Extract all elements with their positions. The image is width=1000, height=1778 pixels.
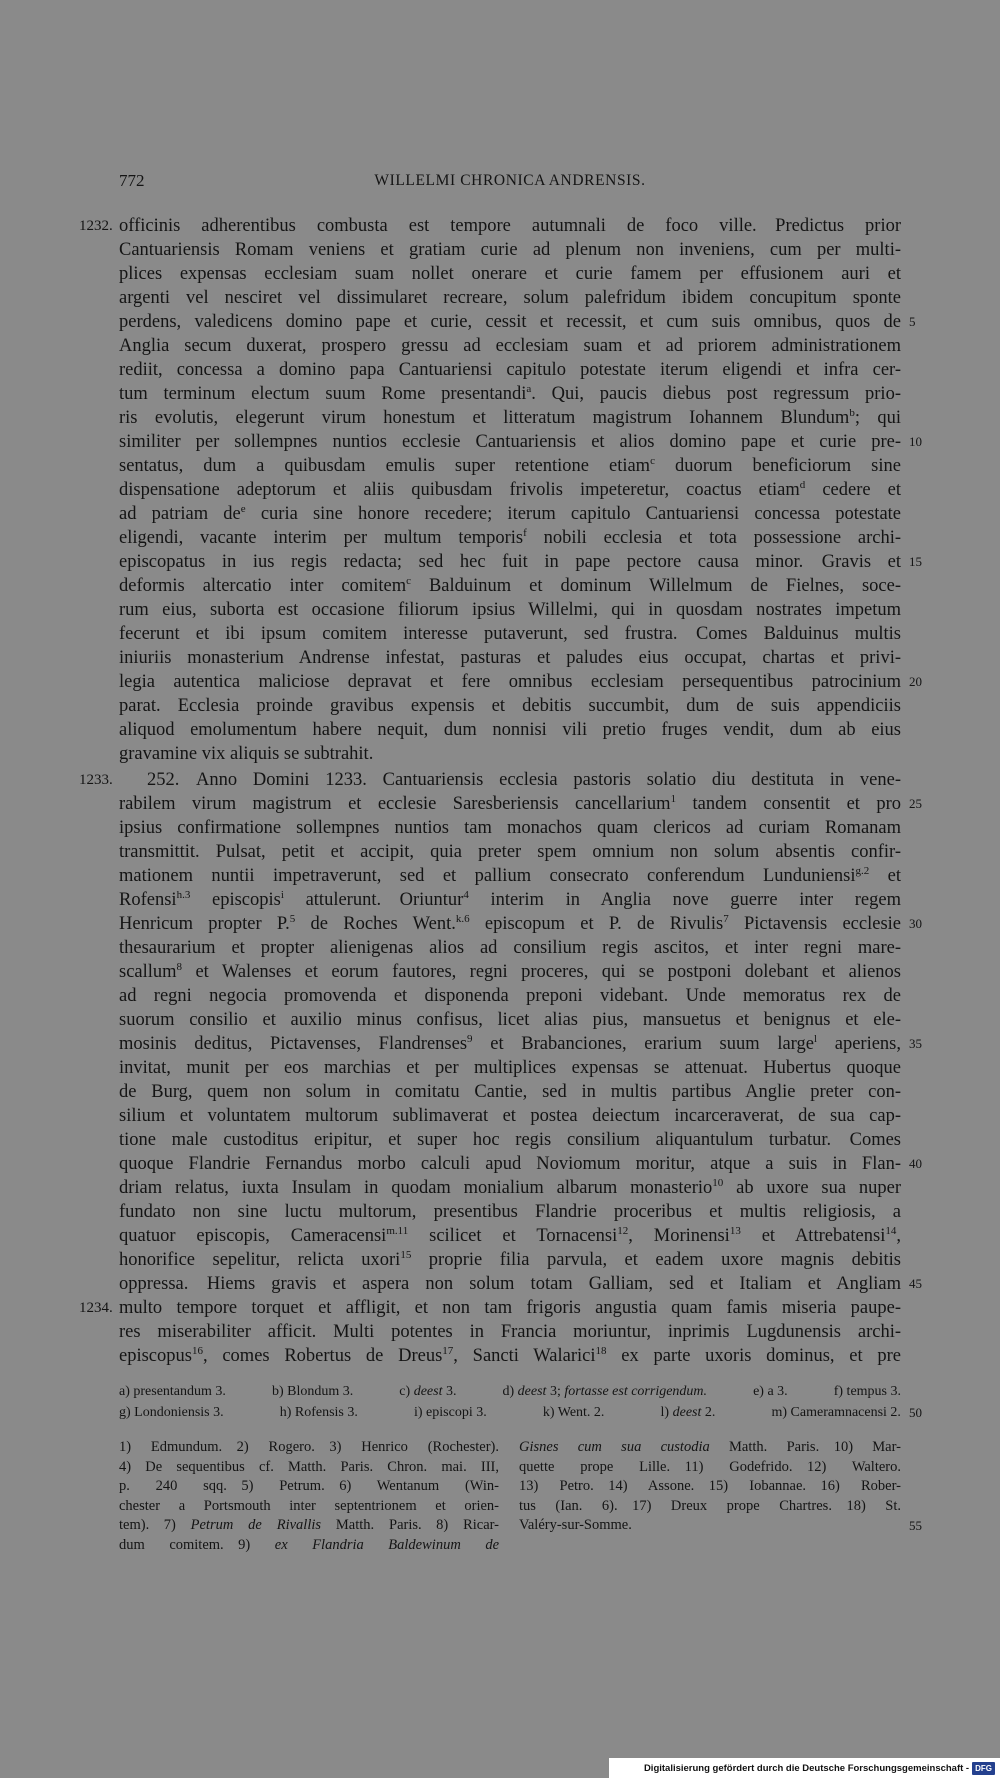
footnote	[771, 1402, 900, 1423]
text-line	[119, 478, 901, 502]
text-line	[119, 1248, 901, 1272]
text-run: tus (Ian. 6). 17) Dreux prope Chartres. 18) St.	[519, 1497, 901, 1514]
text-line	[119, 1272, 922, 1296]
italic-text: Gisnes cum sua custodia	[519, 1439, 710, 1455]
text-run: aliquod emolumentum habere nequit, dum nonnisi vili pretio fruges vendit, dum ab eius	[119, 720, 901, 740]
footnote-marker: k.6	[455, 913, 470, 926]
section-number: 252.	[147, 770, 180, 790]
text-run: l)	[660, 1405, 673, 1420]
text-line	[119, 1224, 901, 1248]
text-run: res miserabiliter afficit. Multi potentes in Francia moriuntur, inprimis Lugdunensis archi-	[119, 1322, 901, 1342]
line-number: 50	[909, 1405, 922, 1420]
text-line	[119, 310, 916, 334]
text-run: episcopus	[119, 1346, 192, 1366]
text-run: mosinis deditus, Pictavenses, Flandrenses	[119, 1034, 468, 1054]
note-line	[519, 1438, 901, 1458]
text-run: Valéry-sur-Somme.	[519, 1517, 632, 1534]
text-line	[119, 1176, 901, 1200]
footnote	[543, 1402, 605, 1423]
text-run: ab uxore sua nuper	[723, 1178, 901, 1198]
text-run: ad regni negocia promovenda et disponenda preponi videbant. Unde memoratus rex de	[119, 986, 901, 1006]
line-number: 15	[909, 554, 922, 569]
text-run: k) Went. 2.	[542, 1405, 605, 1420]
text-run: invitat, munit per eos marchias et per multiplices expensas se attenuat. Hubertus quoque	[119, 1058, 901, 1078]
running-title: WILLELMI CHRONICA ANDRENSIS.	[374, 172, 646, 189]
footnote-marker: 8	[176, 961, 183, 974]
text-line	[119, 574, 901, 598]
text-run: proprie filia parvula, et eadem uxore magnis debitis	[411, 1250, 901, 1270]
text-run: dispensatione adeptorum et aliis quibusdam frivolis impeteretur, coactus etiam	[119, 480, 800, 500]
notes-right-column	[519, 1438, 922, 1536]
text-run: quoque Flandrie Fernandus morbo calculi apud Noviomum moritur, atque a suis in Flan-	[119, 1154, 901, 1174]
footnote-marker: e	[240, 503, 246, 516]
text-run: similiter per sollempnes nuntios ecclesie Cantuariensis et alios domino pape et curie pre-	[119, 432, 901, 452]
italic-text: deest	[517, 1384, 547, 1399]
footnote-row	[119, 1381, 901, 1402]
text-line	[119, 334, 901, 358]
text-run: g) Londoniensis 3.	[119, 1405, 224, 1420]
line-number: 10	[909, 434, 922, 449]
footnote	[280, 1402, 358, 1423]
text-line	[119, 912, 922, 936]
text-run: b) Blondum 3.	[271, 1384, 354, 1399]
text-run: Rofensi	[119, 890, 177, 910]
footnote-marker: 12	[617, 1225, 629, 1238]
text-run: et Walenses et eorum fautores, regni proceres, qui se postponi dolebant et alienos	[182, 962, 901, 982]
text-run: duorum beneficiorum sine	[654, 456, 901, 476]
text-line	[119, 718, 901, 742]
text-run: silium et voluntatem multorum sublimaverat et postea deiectum incarceraverat, de sua cap-	[119, 1106, 901, 1126]
footnote-marker: m.11	[386, 1225, 409, 1238]
text-run: 13) Petro. 14) Assone. 15) Iobannae. 16) Rober-	[519, 1478, 901, 1495]
textual-apparatus	[119, 1381, 922, 1423]
note-line	[119, 1516, 499, 1536]
text-run: Cantuariensis Romam veniens et gratiam curie ad plenum non inveniens, cum per multi-	[119, 240, 901, 260]
text-run: episcopis	[190, 890, 281, 910]
italic-text: deest	[413, 1384, 443, 1399]
line-number: 30	[909, 916, 922, 931]
footnote-marker: 18	[595, 1345, 607, 1358]
text-run: gravamine vix aliquis se subtrahit.	[119, 744, 374, 764]
text-line	[119, 1104, 901, 1128]
footnote-marker: 13	[729, 1225, 741, 1238]
text-run: 3.	[442, 1384, 457, 1399]
footnote-marker: c	[650, 455, 655, 468]
text-run: p. 240 sqq. 5) Petrum. 6) Wentanum (Win-	[119, 1478, 499, 1495]
note-line	[119, 1438, 499, 1458]
text-run: thesaurarium et propter alienigenas alios ad consilium regis ascitos, et inter regni mare-	[119, 938, 901, 958]
text-line	[119, 358, 901, 382]
text-line	[119, 454, 901, 478]
text-run: deformis altercatio inter comitem	[119, 576, 407, 596]
main-text	[79, 214, 922, 1368]
footnote-marker: b	[849, 407, 855, 420]
text-run: de Burg, quem non solum in comitatu Cantie, sed in multis partibus Anglie preter con-	[119, 1082, 901, 1102]
text-run: de Roches Went.	[295, 914, 456, 934]
footnote-marker: 17	[442, 1345, 454, 1358]
footnote-marker: 7	[723, 913, 729, 926]
text-line	[119, 526, 901, 550]
text-run: Henricum propter P.	[119, 914, 290, 934]
footnote	[503, 1381, 708, 1402]
text-run: f) tempus 3.	[833, 1384, 901, 1399]
text-line	[119, 984, 901, 1008]
text-run: eligendi, vacante interim per multum temporis	[119, 528, 524, 548]
text-run: scilicet et Tornacensi	[408, 1226, 618, 1246]
footnote	[834, 1381, 901, 1402]
text-run: multo tempore torquet et affligit, et non tam frigoris angustia quam famis miseria paupe-	[119, 1298, 901, 1318]
line-number: 40	[909, 1156, 922, 1171]
page-number: 772	[119, 171, 145, 190]
italic-text: deest	[672, 1405, 702, 1420]
text-run: legia autentica maliciose depravat et fere omnibus ecclesiam persequentibus patrocinium	[119, 672, 901, 692]
footnote-marker: 15	[400, 1249, 412, 1262]
text-run: ex parte uxoris dominus, et pre	[606, 1346, 901, 1366]
dfg-logo: DFG	[972, 1762, 995, 1775]
footnote	[661, 1402, 716, 1423]
text-line	[119, 1320, 901, 1344]
text-run: 2.	[701, 1405, 716, 1420]
text-line	[119, 430, 922, 454]
footnote-marker: 9	[467, 1033, 473, 1046]
line-number: 20	[909, 674, 922, 689]
text-run: ris evolutis, elegerunt virum honestum et litteratum magistrum Iohannem Blundum	[119, 408, 850, 428]
text-run: ad patriam de	[119, 504, 241, 524]
footnote	[119, 1381, 226, 1402]
footnote-marker: a	[526, 383, 532, 396]
text-run: chester a Portsmouth inter septentrionem et orien-	[119, 1497, 499, 1514]
text-line	[119, 382, 901, 406]
text-line	[119, 694, 901, 718]
footnote	[399, 1381, 456, 1402]
text-run: ; qui	[854, 408, 901, 428]
note-line	[119, 1477, 499, 1497]
footnote-marker: 14	[885, 1225, 897, 1238]
text-run: h) Rofensis 3.	[279, 1405, 358, 1420]
note-line	[119, 1497, 499, 1517]
text-run: tione male custoditus eripitur, et super hoc regis consilium aliquantulum turbatur. Comes	[119, 1130, 901, 1150]
note-line	[119, 1458, 499, 1478]
line-number: 35	[909, 1036, 922, 1051]
text-run: e) a 3.	[753, 1384, 788, 1399]
text-line	[119, 1032, 922, 1056]
text-run: mationem nuntii impetraverunt, sed et pallium consecrato conferendum Lunduniensi	[119, 866, 856, 886]
text-line	[119, 936, 901, 960]
text-line	[119, 960, 901, 984]
text-line	[119, 262, 901, 286]
text-line	[119, 502, 901, 526]
text-line	[119, 286, 901, 310]
footnote-marker: 16	[191, 1345, 203, 1358]
text-line	[119, 1152, 922, 1176]
text-run: argenti vel nesciret vel dissimularet recreare, solum palefridum ibidem concupitum sponte	[119, 288, 901, 308]
note-line	[519, 1516, 922, 1536]
text-line	[119, 406, 901, 430]
text-line	[119, 1200, 901, 1224]
text-line	[119, 792, 922, 816]
footnote-marker: 4	[463, 889, 469, 902]
line-number: 55	[909, 1518, 922, 1534]
line-number: 5	[909, 314, 916, 329]
footnote	[753, 1381, 788, 1402]
text-run: episcopum et P. de Rivulis	[469, 914, 724, 934]
text-run: ,	[896, 1226, 901, 1246]
text-line	[79, 214, 901, 238]
text-run: nobili ecclesia et tota possessione archi-	[526, 528, 901, 548]
text-line	[119, 598, 901, 622]
text-run: tandem consentit et pro	[676, 794, 901, 814]
text-run: , comes Robertus de Dreus	[202, 1346, 443, 1366]
text-run: Matth. Paris. 10) Mar-	[709, 1439, 901, 1455]
text-run: attulerunt. Oriuntur	[283, 890, 464, 910]
text-run: driam relatus, iuxta Insulam in quodam monialium albarum monasterio	[119, 1178, 713, 1198]
text-line	[119, 1056, 901, 1080]
text-line	[119, 238, 901, 262]
text-run: episcopatus in ius regis redacta; sed hec fuit in pape pectore causa minor. Gravis et	[119, 552, 901, 572]
text-run: quette prope Lille. 11) Godefrido. 12) Waltero.	[519, 1458, 901, 1475]
text-run: m) Cameramnacensi 2.	[771, 1405, 901, 1420]
text-run: Anno Domini 1233. Cantuariensis ecclesia pastoris solatio diu destituta in vene-	[196, 770, 901, 790]
text-line	[119, 840, 901, 864]
text-run: fecerunt et ibi ipsum comitem interesse putaverunt, sed frustra. Comes Balduinus multis	[119, 624, 901, 644]
explanatory-notes	[119, 1438, 922, 1568]
footnote-marker: 5	[289, 913, 296, 926]
text-run: quatuor episcopis, Cameracensi	[119, 1226, 387, 1246]
note-line	[519, 1477, 901, 1497]
note-line	[119, 1536, 499, 1556]
text-run: , Sancti Walarici	[453, 1346, 596, 1366]
text-line	[119, 1344, 901, 1368]
text-run: aperiens,	[817, 1034, 901, 1054]
footnote-marker: 10	[712, 1177, 724, 1190]
text-run: Matth. Paris. 8) Ricar-	[321, 1517, 500, 1534]
text-run: rum eius, suborta est occasione filiorum ipsius Willelmi, qui in quosdam nostrates impetum	[119, 600, 901, 620]
text-run: et	[869, 866, 901, 886]
funding-footer	[609, 1758, 1000, 1778]
text-run: plices expensas ecclesiam suam nollet onerare et curie famem per effusionem auri et	[119, 264, 901, 284]
text-run: parat. Ecclesia proinde gravibus expensis et debitis succumbit, dum de suis appendiciis	[119, 696, 901, 716]
text-run: officinis adherentibus combusta est tempore autumnali de foco ville. Predictus prior	[119, 216, 901, 236]
text-run: i) episcopi 3.	[414, 1405, 487, 1420]
footnote-marker: h.3	[176, 889, 191, 902]
text-run: honorifice sepelitur, relicta uxori	[119, 1250, 401, 1270]
text-line	[119, 622, 901, 646]
note-line	[519, 1497, 901, 1517]
text-line	[119, 888, 901, 912]
text-run: 4) De sequentibus cf. Matth. Paris. Chron. mai. III,	[119, 1458, 499, 1475]
italic-text: ex Flandria Baldewinum de	[274, 1536, 500, 1553]
note-line	[519, 1458, 901, 1478]
text-run: ipsius confirmatione sollempnes nuntios tam monachos quam clericos ad curiam Romanam	[119, 818, 901, 838]
text-run: Anglia secum duxerat, prospero gressu ad ecclesiam suam et ad priorem administrationem	[119, 336, 901, 356]
text-run: fundato non sine luctu multorum, presentibus Flandrie proceribus et multis religiosis, a	[119, 1202, 901, 1222]
text-run: 1) Edmundum. 2) Rogero. 3) Henrico (Rochester).	[119, 1439, 499, 1455]
text-line	[119, 646, 901, 670]
text-line	[119, 742, 901, 766]
footnote	[272, 1381, 353, 1402]
page-header	[119, 169, 901, 193]
text-run: d)	[502, 1384, 518, 1399]
footnote-marker: d	[799, 479, 806, 492]
footnote-marker: l	[813, 1033, 818, 1046]
year-margin-note: 1233.	[79, 772, 113, 788]
text-run: rabilem virum magistrum et ecclesie Saresberiensis cancellarium	[119, 794, 671, 814]
text-run: c)	[399, 1384, 414, 1399]
text-run: sentatus, dum a quibusdam emulis super retentione etiam	[119, 456, 651, 476]
text-run: suorum consilio et auxilio minus confisus, licet alias pius, mansuetus et benignus et ele-	[119, 1010, 901, 1030]
italic-text: Petrum de Rivallis	[190, 1517, 322, 1534]
text-run: dum comitem. 9)	[119, 1536, 275, 1553]
footnote-marker: i	[280, 889, 284, 902]
text-run: Pictavensis ecclesie	[728, 914, 901, 934]
text-run: oppressa. Hiems gravis et aspera non solum totam Galliam, sed et Italiam et Angliam	[119, 1274, 901, 1294]
year-margin-note: 1234.	[79, 1300, 113, 1316]
line-number: 25	[909, 796, 922, 811]
footnote-marker: 1	[670, 793, 677, 806]
line-number: 45	[909, 1276, 922, 1291]
text-line	[119, 864, 901, 888]
text-run: 3;	[546, 1384, 565, 1399]
text-run: tum terminum electum suum Rome presentandi	[119, 384, 527, 404]
text-line	[119, 1128, 901, 1152]
year-margin-note: 1232.	[79, 218, 113, 234]
text-run: , Morinensi	[628, 1226, 730, 1246]
text-run: et Attrebatensi	[740, 1226, 886, 1246]
text-line	[119, 1080, 901, 1104]
text-run: tem). 7)	[119, 1517, 191, 1534]
footnote-marker: f	[523, 527, 527, 540]
footnote	[119, 1402, 224, 1423]
text-run: iniuriis monasterium Andrense infestat, pasturas et paludes eius occupat, chartas et privi-	[119, 648, 901, 668]
funding-text: Digitalisierung gefördert durch die Deutsche Forschungsgemeinschaft -	[643, 1762, 970, 1774]
footnote-marker: g.2	[855, 865, 870, 878]
text-line	[119, 816, 901, 840]
text-line	[79, 768, 901, 792]
text-run: et Brabanciones, erarium suum large	[472, 1034, 814, 1054]
text-run: Balduinum et dominum Willelmum de Fielnes, soce-	[411, 576, 901, 596]
text-run: curia sine honore recedere; iterum capitulo Cantuariensi concessa potestate	[245, 504, 902, 524]
text-run: perdens, valedicens domino pape et curie, cessit et recessit, et cum suis omnibus, quos de	[119, 312, 901, 332]
text-line	[119, 1008, 901, 1032]
text-run: interim in Anglia nove guerre inter regem	[468, 890, 901, 910]
text-run: . Qui, paucis diebus post regressum prio-	[531, 384, 901, 404]
footnote-row	[119, 1402, 922, 1423]
text-line	[119, 670, 922, 694]
text-line	[119, 550, 922, 574]
text-run: rediit, concessa a domino papa Cantuariensi capitulo potestate iterum eligendi et infra cer-	[119, 360, 901, 380]
italic-text: fortasse est corrigendum.	[564, 1384, 708, 1399]
notes-left-column	[119, 1438, 499, 1556]
text-run: scallum	[119, 962, 177, 982]
text-run: transmittit. Pulsat, petit et accipit, quia preter spem omnium non solum absentis confir-	[119, 842, 901, 862]
text-run: a) presentandum 3.	[119, 1384, 226, 1399]
footnote	[414, 1402, 487, 1423]
text-line	[79, 1296, 901, 1320]
footnote-marker: c	[406, 575, 411, 588]
text-run: cedere et	[805, 480, 901, 500]
